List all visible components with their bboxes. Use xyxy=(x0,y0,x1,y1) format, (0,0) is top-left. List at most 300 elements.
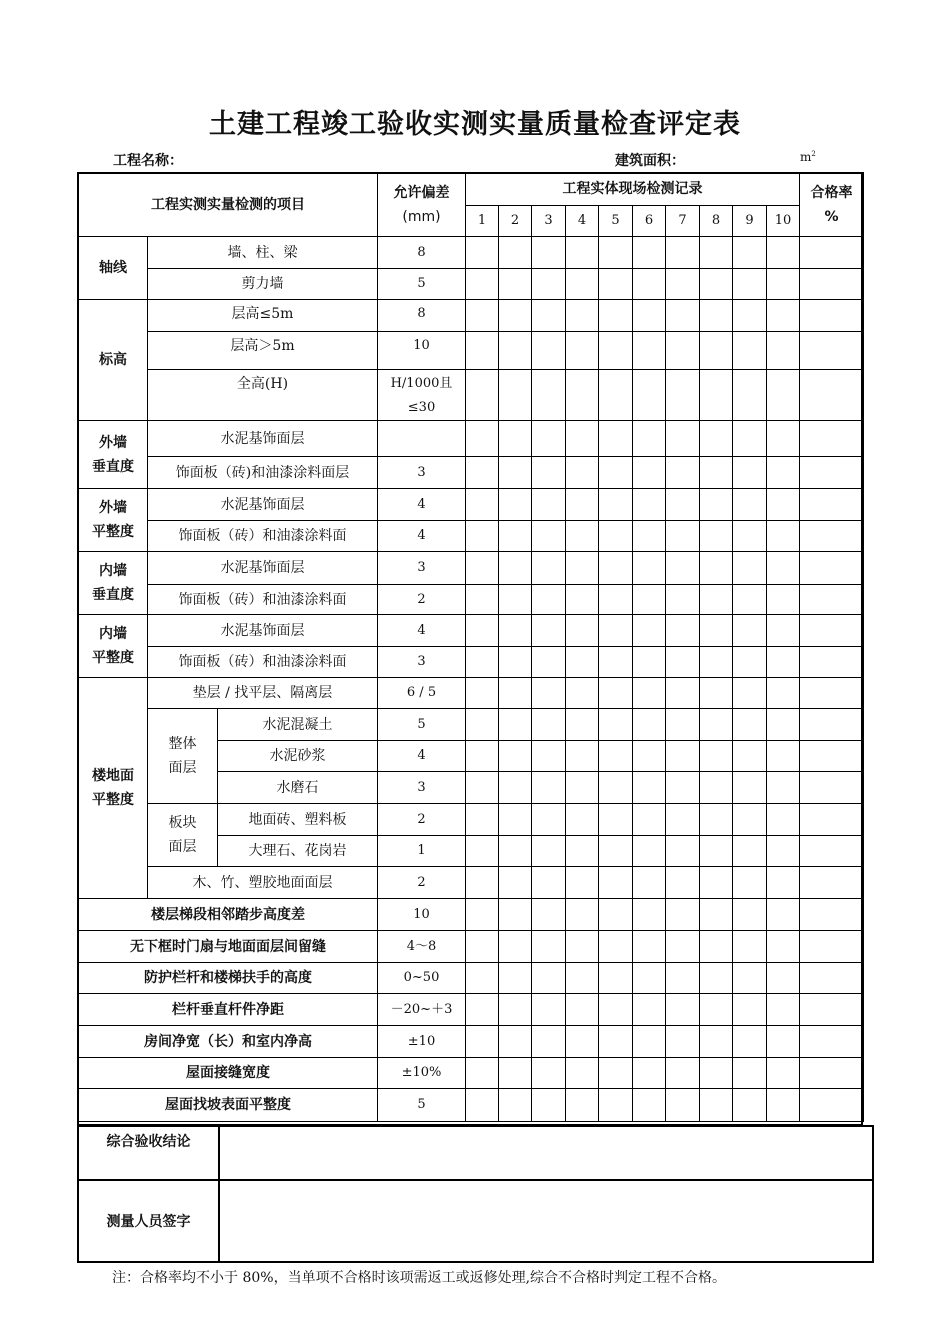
record-cell[interactable] xyxy=(499,615,532,647)
record-cell[interactable] xyxy=(599,269,633,300)
record-cell[interactable] xyxy=(633,709,666,741)
record-cell[interactable] xyxy=(767,421,800,457)
record-cell[interactable] xyxy=(767,615,800,647)
record-cell[interactable] xyxy=(499,370,532,421)
record-cell[interactable] xyxy=(566,804,599,836)
pass-rate-cell[interactable] xyxy=(800,899,864,931)
record-cell[interactable] xyxy=(666,237,700,269)
record-cell[interactable] xyxy=(733,552,767,585)
record-cell[interactable] xyxy=(633,804,666,836)
record-cell[interactable] xyxy=(767,867,800,899)
record-cell[interactable] xyxy=(466,994,499,1026)
pass-rate-cell[interactable] xyxy=(800,457,864,489)
record-cell[interactable] xyxy=(700,994,733,1026)
record-cell[interactable] xyxy=(466,741,499,772)
record-cell[interactable] xyxy=(466,836,499,867)
record-cell[interactable] xyxy=(767,332,800,370)
pass-rate-cell[interactable] xyxy=(800,994,864,1026)
record-cell[interactable] xyxy=(599,615,633,647)
record-cell[interactable] xyxy=(700,867,733,899)
record-cell[interactable] xyxy=(666,332,700,370)
record-cell[interactable] xyxy=(532,994,566,1026)
record-cell[interactable] xyxy=(767,457,800,489)
record-cell[interactable] xyxy=(700,237,733,269)
record-cell[interactable] xyxy=(566,963,599,994)
record-cell[interactable] xyxy=(466,457,499,489)
record-cell[interactable] xyxy=(532,647,566,678)
record-cell[interactable] xyxy=(733,741,767,772)
record-cell[interactable] xyxy=(599,300,633,332)
pass-rate-cell[interactable] xyxy=(800,585,864,615)
record-cell[interactable] xyxy=(566,585,599,615)
record-cell[interactable] xyxy=(532,552,566,585)
record-cell[interactable] xyxy=(532,741,566,772)
record-cell[interactable] xyxy=(599,647,633,678)
record-cell[interactable] xyxy=(599,370,633,421)
record-cell[interactable] xyxy=(633,931,666,963)
record-cell[interactable] xyxy=(733,489,767,521)
record-cell[interactable] xyxy=(733,457,767,489)
record-cell[interactable] xyxy=(666,963,700,994)
record-cell[interactable] xyxy=(666,1089,700,1122)
record-cell[interactable] xyxy=(666,741,700,772)
record-cell[interactable] xyxy=(532,1089,566,1122)
record-cell[interactable] xyxy=(532,615,566,647)
record-cell[interactable] xyxy=(767,678,800,709)
record-cell[interactable] xyxy=(733,370,767,421)
record-cell[interactable] xyxy=(566,1026,599,1058)
pass-rate-cell[interactable] xyxy=(800,237,864,269)
record-cell[interactable] xyxy=(532,678,566,709)
record-cell[interactable] xyxy=(700,370,733,421)
record-cell[interactable] xyxy=(499,899,532,931)
record-cell[interactable] xyxy=(599,332,633,370)
record-cell[interactable] xyxy=(733,1058,767,1089)
record-cell[interactable] xyxy=(566,1089,599,1122)
record-cell[interactable] xyxy=(733,332,767,370)
record-cell[interactable] xyxy=(499,332,532,370)
record-cell[interactable] xyxy=(666,647,700,678)
record-cell[interactable] xyxy=(599,804,633,836)
record-cell[interactable] xyxy=(633,867,666,899)
record-cell[interactable] xyxy=(566,1058,599,1089)
record-cell[interactable] xyxy=(633,836,666,867)
record-cell[interactable] xyxy=(466,269,499,300)
tolerance-value: 8 xyxy=(378,237,466,269)
pass-rate-cell[interactable] xyxy=(800,489,864,521)
record-cell[interactable] xyxy=(700,300,733,332)
record-cell[interactable] xyxy=(666,521,700,552)
record-cell[interactable] xyxy=(767,804,800,836)
record-cell[interactable] xyxy=(733,237,767,269)
pass-rate-cell[interactable] xyxy=(800,647,864,678)
record-cell[interactable] xyxy=(566,647,599,678)
record-cell[interactable] xyxy=(633,332,666,370)
pass-rate-cell[interactable] xyxy=(800,1089,864,1122)
record-cell[interactable] xyxy=(599,931,633,963)
record-cell[interactable] xyxy=(566,300,599,332)
record-cell[interactable] xyxy=(599,1089,633,1122)
record-cell[interactable] xyxy=(499,1026,532,1058)
record-cell[interactable] xyxy=(566,867,599,899)
pass-rate-cell[interactable] xyxy=(800,772,864,804)
record-cell[interactable] xyxy=(767,741,800,772)
record-cell[interactable] xyxy=(566,994,599,1026)
record-cell[interactable] xyxy=(532,1026,566,1058)
record-cell[interactable] xyxy=(466,678,499,709)
record-cell[interactable] xyxy=(700,269,733,300)
record-cell[interactable] xyxy=(566,421,599,457)
record-cell[interactable] xyxy=(666,489,700,521)
record-cell[interactable] xyxy=(499,994,532,1026)
record-cell[interactable] xyxy=(733,899,767,931)
record-cell[interactable] xyxy=(767,370,800,421)
record-cell[interactable] xyxy=(700,1026,733,1058)
record-cell[interactable] xyxy=(700,421,733,457)
record-cell[interactable] xyxy=(633,237,666,269)
record-cell[interactable] xyxy=(532,1058,566,1089)
record-cell[interactable] xyxy=(666,678,700,709)
record-cell[interactable] xyxy=(499,804,532,836)
record-cell[interactable] xyxy=(733,1026,767,1058)
record-cell[interactable] xyxy=(466,521,499,552)
pass-rate-cell[interactable] xyxy=(800,963,864,994)
record-cell[interactable] xyxy=(532,963,566,994)
record-cell[interactable] xyxy=(666,585,700,615)
pass-rate-cell[interactable] xyxy=(800,804,864,836)
record-cell[interactable] xyxy=(532,585,566,615)
record-cell[interactable] xyxy=(466,300,499,332)
record-cell[interactable] xyxy=(700,709,733,741)
record-cell[interactable] xyxy=(466,1026,499,1058)
record-cell[interactable] xyxy=(767,269,800,300)
record-cell[interactable] xyxy=(733,836,767,867)
record-cell[interactable] xyxy=(466,585,499,615)
record-cell[interactable] xyxy=(666,300,700,332)
record-cell[interactable] xyxy=(532,931,566,963)
record-cell[interactable] xyxy=(466,931,499,963)
pass-rate-cell[interactable] xyxy=(800,370,864,421)
signature-field[interactable] xyxy=(219,1180,873,1262)
pass-rate-cell[interactable] xyxy=(800,836,864,867)
record-cell[interactable] xyxy=(566,615,599,647)
record-cell[interactable] xyxy=(633,421,666,457)
record-cell[interactable] xyxy=(666,899,700,931)
record-cell[interactable] xyxy=(566,899,599,931)
record-cell[interactable] xyxy=(599,678,633,709)
record-cell[interactable] xyxy=(767,772,800,804)
record-cell[interactable] xyxy=(499,300,532,332)
record-cell[interactable] xyxy=(566,678,599,709)
record-cell[interactable] xyxy=(666,931,700,963)
record-cell[interactable] xyxy=(767,521,800,552)
record-cell[interactable] xyxy=(499,963,532,994)
record-cell[interactable] xyxy=(499,931,532,963)
record-cell[interactable] xyxy=(666,772,700,804)
record-cell[interactable] xyxy=(599,585,633,615)
record-cell[interactable] xyxy=(466,1058,499,1089)
record-cell[interactable] xyxy=(633,772,666,804)
record-cell[interactable] xyxy=(466,899,499,931)
record-cell[interactable] xyxy=(767,709,800,741)
record-cell[interactable] xyxy=(466,237,499,269)
record-cell[interactable] xyxy=(733,804,767,836)
record-cell[interactable] xyxy=(700,585,733,615)
record-cell[interactable] xyxy=(566,521,599,552)
record-cell[interactable] xyxy=(700,804,733,836)
conclusion-field[interactable] xyxy=(219,1126,873,1180)
record-cell[interactable] xyxy=(499,1089,532,1122)
record-cell[interactable] xyxy=(733,867,767,899)
record-cell[interactable] xyxy=(733,615,767,647)
record-cell[interactable] xyxy=(532,457,566,489)
record-cell[interactable] xyxy=(700,678,733,709)
record-cell[interactable] xyxy=(700,615,733,647)
record-cell[interactable] xyxy=(767,237,800,269)
record-cell[interactable] xyxy=(767,1026,800,1058)
record-cell[interactable] xyxy=(566,552,599,585)
record-cell[interactable] xyxy=(733,994,767,1026)
record-cell[interactable] xyxy=(599,421,633,457)
record-cell[interactable] xyxy=(466,421,499,457)
record-cell[interactable] xyxy=(733,1089,767,1122)
record-cell[interactable] xyxy=(466,332,499,370)
record-cell[interactable] xyxy=(599,552,633,585)
record-cell[interactable] xyxy=(666,552,700,585)
record-cell[interactable] xyxy=(466,489,499,521)
record-cell[interactable] xyxy=(499,836,532,867)
record-cell[interactable] xyxy=(666,615,700,647)
record-cell[interactable] xyxy=(599,867,633,899)
record-cell[interactable] xyxy=(599,489,633,521)
record-cell[interactable] xyxy=(466,552,499,585)
record-cell[interactable] xyxy=(599,457,633,489)
record-cell[interactable] xyxy=(532,867,566,899)
record-cell[interactable] xyxy=(499,521,532,552)
record-cell[interactable] xyxy=(499,772,532,804)
record-cell[interactable] xyxy=(499,421,532,457)
record-cell[interactable] xyxy=(666,421,700,457)
pass-rate-cell[interactable] xyxy=(800,332,864,370)
record-cell[interactable] xyxy=(733,421,767,457)
record-cell[interactable] xyxy=(700,647,733,678)
record-cell[interactable] xyxy=(532,421,566,457)
record-cell[interactable] xyxy=(767,1089,800,1122)
record-cell[interactable] xyxy=(532,772,566,804)
record-cell[interactable] xyxy=(499,585,532,615)
record-cell[interactable] xyxy=(599,521,633,552)
record-cell[interactable] xyxy=(733,585,767,615)
record-cell[interactable] xyxy=(599,994,633,1026)
record-cell[interactable] xyxy=(499,709,532,741)
record-cell[interactable] xyxy=(700,552,733,585)
record-cell[interactable] xyxy=(566,269,599,300)
record-cell[interactable] xyxy=(532,804,566,836)
record-cell[interactable] xyxy=(633,678,666,709)
record-cell[interactable] xyxy=(566,772,599,804)
pass-rate-cell[interactable] xyxy=(800,741,864,772)
record-cell[interactable] xyxy=(666,1026,700,1058)
record-cell[interactable] xyxy=(532,489,566,521)
record-cell[interactable] xyxy=(466,963,499,994)
record-cell[interactable] xyxy=(700,489,733,521)
record-cell[interactable] xyxy=(767,1058,800,1089)
pass-rate-cell[interactable] xyxy=(800,269,864,300)
record-cell[interactable] xyxy=(532,269,566,300)
record-cell[interactable] xyxy=(733,647,767,678)
record-cell[interactable] xyxy=(499,269,532,300)
record-cell[interactable] xyxy=(599,1026,633,1058)
record-cell[interactable] xyxy=(466,772,499,804)
record-cell[interactable] xyxy=(599,741,633,772)
record-cell[interactable] xyxy=(633,300,666,332)
pass-rate-cell[interactable] xyxy=(800,421,864,457)
record-cell[interactable] xyxy=(733,963,767,994)
record-cell[interactable] xyxy=(700,457,733,489)
record-cell[interactable] xyxy=(633,552,666,585)
record-cell[interactable] xyxy=(499,867,532,899)
record-cell[interactable] xyxy=(666,1058,700,1089)
record-cell[interactable] xyxy=(733,931,767,963)
record-cell[interactable] xyxy=(599,237,633,269)
record-cell[interactable] xyxy=(466,1089,499,1122)
record-cell[interactable] xyxy=(666,867,700,899)
record-cell[interactable] xyxy=(532,332,566,370)
pass-rate-cell[interactable] xyxy=(800,709,864,741)
record-cell[interactable] xyxy=(466,709,499,741)
record-cell[interactable] xyxy=(566,709,599,741)
pass-rate-cell[interactable] xyxy=(800,615,864,647)
record-cell[interactable] xyxy=(599,1058,633,1089)
record-cell[interactable] xyxy=(700,1058,733,1089)
record-cell[interactable] xyxy=(499,552,532,585)
record-cell[interactable] xyxy=(466,804,499,836)
record-cell[interactable] xyxy=(499,678,532,709)
record-cell[interactable] xyxy=(767,899,800,931)
record-cell[interactable] xyxy=(633,1058,666,1089)
record-cell[interactable] xyxy=(666,994,700,1026)
record-cell[interactable] xyxy=(532,521,566,552)
record-cell[interactable] xyxy=(733,521,767,552)
record-cell[interactable] xyxy=(700,963,733,994)
record-cell[interactable] xyxy=(566,332,599,370)
record-cell[interactable] xyxy=(700,931,733,963)
record-cell[interactable] xyxy=(666,370,700,421)
record-cell[interactable] xyxy=(666,269,700,300)
record-cell[interactable] xyxy=(566,237,599,269)
record-cell[interactable] xyxy=(599,836,633,867)
record-cell[interactable] xyxy=(767,836,800,867)
record-cell[interactable] xyxy=(633,1026,666,1058)
record-cell[interactable] xyxy=(666,836,700,867)
record-cell[interactable] xyxy=(466,370,499,421)
record-cell[interactable] xyxy=(633,899,666,931)
record-cell[interactable] xyxy=(599,772,633,804)
record-cell[interactable] xyxy=(700,741,733,772)
pass-rate-cell[interactable] xyxy=(800,300,864,332)
record-cell[interactable] xyxy=(599,899,633,931)
record-cell[interactable] xyxy=(733,772,767,804)
pass-rate-cell[interactable] xyxy=(800,931,864,963)
record-cell[interactable] xyxy=(499,647,532,678)
record-cell[interactable] xyxy=(532,709,566,741)
record-cell[interactable] xyxy=(767,931,800,963)
record-cell[interactable] xyxy=(767,300,800,332)
record-cell[interactable] xyxy=(566,370,599,421)
record-cell[interactable] xyxy=(767,489,800,521)
record-cell[interactable] xyxy=(499,741,532,772)
record-cell[interactable] xyxy=(566,489,599,521)
record-cell[interactable] xyxy=(700,772,733,804)
record-cell[interactable] xyxy=(532,370,566,421)
pass-rate-cell[interactable] xyxy=(800,1058,864,1089)
record-cell[interactable] xyxy=(633,615,666,647)
record-cell[interactable] xyxy=(566,457,599,489)
record-cell[interactable] xyxy=(633,585,666,615)
record-cell[interactable] xyxy=(633,963,666,994)
record-cell[interactable] xyxy=(532,237,566,269)
record-cell[interactable] xyxy=(767,585,800,615)
pass-rate-cell[interactable] xyxy=(800,678,864,709)
record-cell[interactable] xyxy=(532,836,566,867)
record-cell[interactable] xyxy=(566,741,599,772)
record-cell[interactable] xyxy=(666,709,700,741)
record-cell[interactable] xyxy=(733,269,767,300)
record-cell[interactable] xyxy=(599,963,633,994)
record-cell[interactable] xyxy=(700,1089,733,1122)
record-cell[interactable] xyxy=(767,994,800,1026)
record-cell[interactable] xyxy=(633,489,666,521)
record-cell[interactable] xyxy=(499,457,532,489)
record-cell[interactable] xyxy=(633,269,666,300)
record-cell[interactable] xyxy=(532,300,566,332)
record-cell[interactable] xyxy=(666,457,700,489)
record-cell[interactable] xyxy=(633,994,666,1026)
pass-rate-cell[interactable] xyxy=(800,867,864,899)
record-cell[interactable] xyxy=(633,457,666,489)
record-cell[interactable] xyxy=(466,615,499,647)
record-cell[interactable] xyxy=(767,552,800,585)
record-cell[interactable] xyxy=(733,300,767,332)
record-cell[interactable] xyxy=(633,741,666,772)
record-cell[interactable] xyxy=(499,237,532,269)
record-cell[interactable] xyxy=(633,647,666,678)
record-cell[interactable] xyxy=(700,836,733,867)
record-cell[interactable] xyxy=(733,678,767,709)
record-cell[interactable] xyxy=(700,521,733,552)
record-cell[interactable] xyxy=(633,521,666,552)
record-cell[interactable] xyxy=(733,709,767,741)
record-cell[interactable] xyxy=(499,1058,532,1089)
record-cell[interactable] xyxy=(767,647,800,678)
record-cell[interactable] xyxy=(466,867,499,899)
record-cell[interactable] xyxy=(466,647,499,678)
record-cell[interactable] xyxy=(767,963,800,994)
record-cell[interactable] xyxy=(566,836,599,867)
record-cell[interactable] xyxy=(499,489,532,521)
record-cell[interactable] xyxy=(700,332,733,370)
record-cell[interactable] xyxy=(532,899,566,931)
pass-rate-cell[interactable] xyxy=(800,1026,864,1058)
pass-rate-cell[interactable] xyxy=(800,552,864,585)
record-cell[interactable] xyxy=(599,709,633,741)
record-cell[interactable] xyxy=(633,370,666,421)
pass-rate-cell[interactable] xyxy=(800,521,864,552)
record-cell[interactable] xyxy=(633,1089,666,1122)
record-cell[interactable] xyxy=(666,804,700,836)
record-cell[interactable] xyxy=(700,899,733,931)
record-cell[interactable] xyxy=(566,931,599,963)
